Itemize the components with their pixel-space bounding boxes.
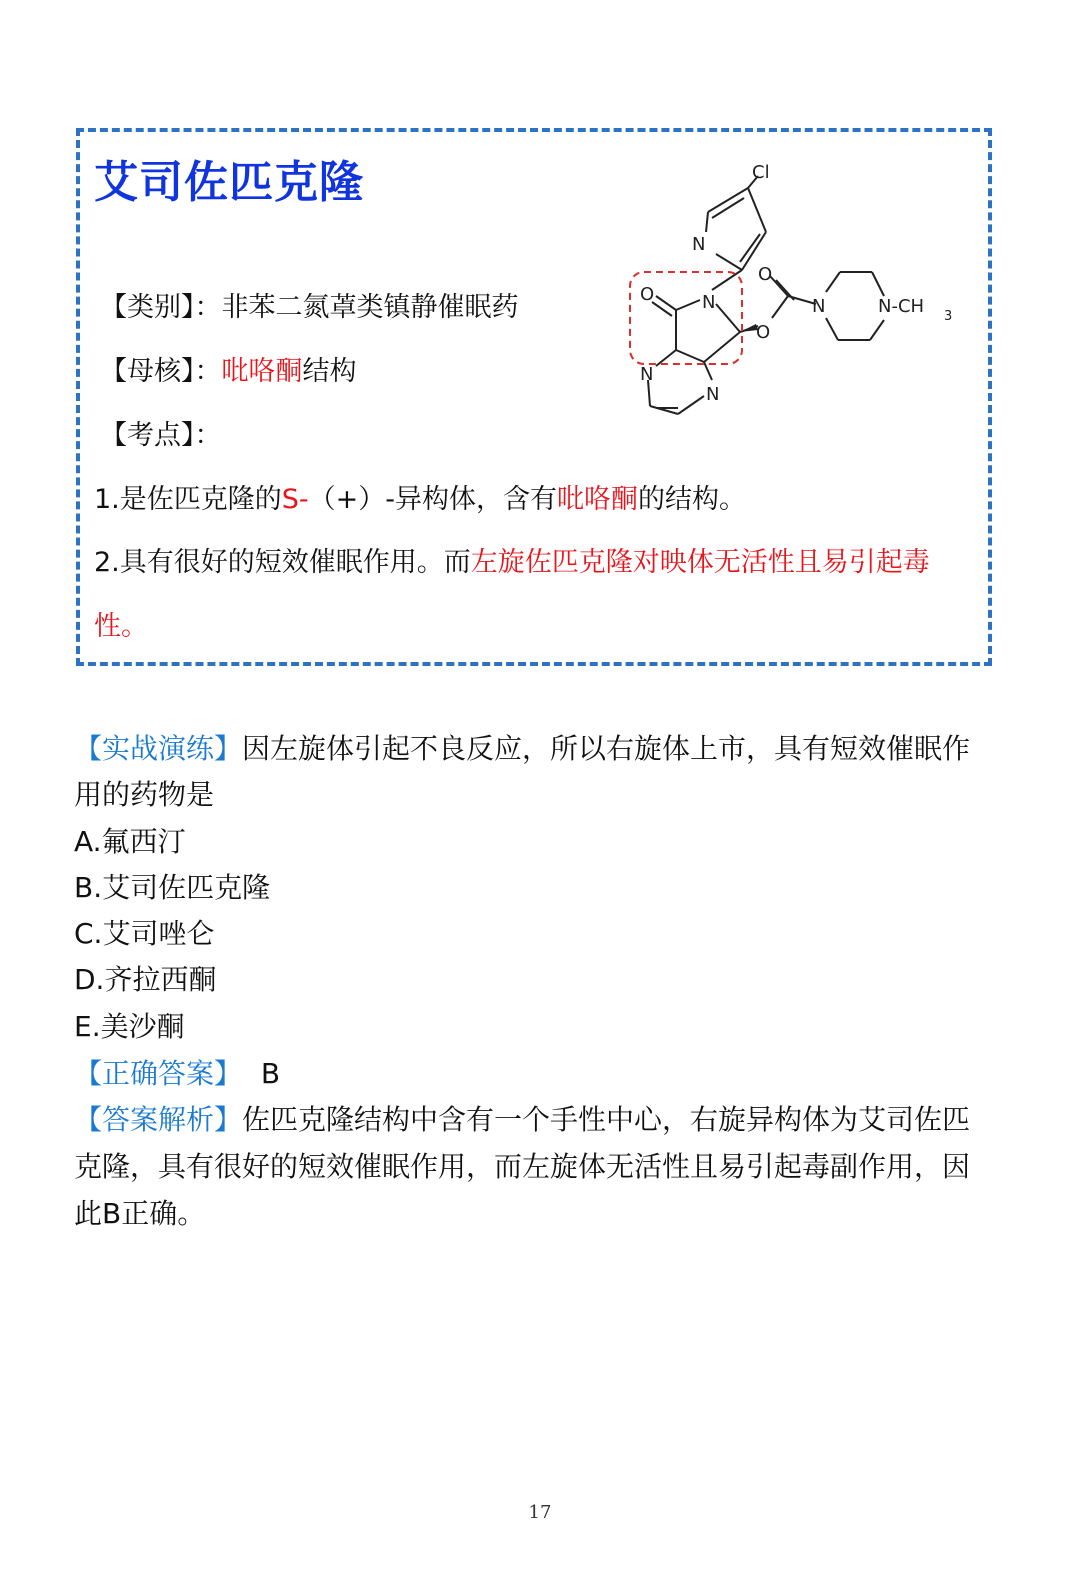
option-e: E.美沙酮 <box>74 1010 185 1043</box>
atom-o-left: O <box>640 284 655 305</box>
analysis-line-2: 克隆，具有很好的短效催眠作用，而左旋体无活性且易引起毒副作用，因 <box>74 1150 971 1183</box>
analysis-line-1 <box>74 1098 970 1138</box>
point-1-c: （+）-异构体，含有 <box>308 484 558 515</box>
points-label: 【考点】： <box>100 420 222 451</box>
option-c: C.艾司唑仑 <box>74 917 215 950</box>
atom-n-ring: N <box>702 292 716 313</box>
category-value: 非苯二氮䓬类镇静催眠药 <box>221 292 519 323</box>
analysis-text-1: 佐匹克隆结构中含有一个手性中心，右旋异构体为艾司佐匹 <box>242 1103 971 1136</box>
atom-n-pyridine: N <box>692 234 706 255</box>
atom-o-ester: O <box>756 322 771 343</box>
category-label: 【类别】： <box>100 292 222 323</box>
question-line-2: 用的药物是 <box>74 778 215 811</box>
atom-ch3-subscript: 3 <box>944 309 953 324</box>
analysis-line-3: 此B正确。 <box>74 1197 206 1230</box>
atom-o-carbonyl: O <box>758 264 773 285</box>
category-line <box>100 285 519 324</box>
point-2-continued: 性。 <box>94 611 148 642</box>
atom-n-methyl: N-CH <box>878 296 925 317</box>
analysis-label: 【答案解析】 <box>74 1103 243 1136</box>
drug-title: 艾司佐匹克隆 <box>94 157 364 208</box>
question-label: 【实战演练】 <box>74 732 243 765</box>
answer-value: B <box>260 1057 281 1090</box>
atom-cl: Cl <box>752 162 770 183</box>
point-1 <box>94 477 746 516</box>
core-line <box>100 349 357 388</box>
page-number: 17 <box>528 1502 552 1523</box>
atom-n-pip1: N <box>812 296 826 317</box>
point-1-a: 1.是佐匹克隆的 <box>94 484 282 515</box>
point-2 <box>94 540 930 579</box>
question-line-1 <box>74 727 970 767</box>
atom-n-pyrazine-right: N <box>706 384 720 405</box>
point-2-b: 左旋佐匹克隆对映体无活性且易引起毒 <box>470 547 930 578</box>
atom-n-pyrazine-left: N <box>640 364 654 385</box>
point-1-e: 的结构。 <box>638 484 747 515</box>
core-value-tail: 结构 <box>302 356 357 387</box>
molecule-structure <box>612 150 972 420</box>
answer-line <box>74 1052 280 1092</box>
point-2-a: 2.具有很好的短效催眠作用。而 <box>94 547 471 578</box>
core-value-highlight: 吡咯酮 <box>221 356 303 387</box>
option-d: D.齐拉西酮 <box>74 963 217 996</box>
answer-label: 【正确答案】 <box>74 1057 243 1090</box>
core-label: 【母核】： <box>100 356 222 387</box>
point-1-d: 吡咯酮 <box>557 484 639 515</box>
question-text-1: 因左旋体引起不良反应，所以右旋体上市，具有短效催眠作 <box>242 732 971 765</box>
point-1-b: S- <box>281 484 309 515</box>
option-a: A.氟西汀 <box>74 825 186 858</box>
option-b: B.艾司佐匹克隆 <box>74 871 271 904</box>
